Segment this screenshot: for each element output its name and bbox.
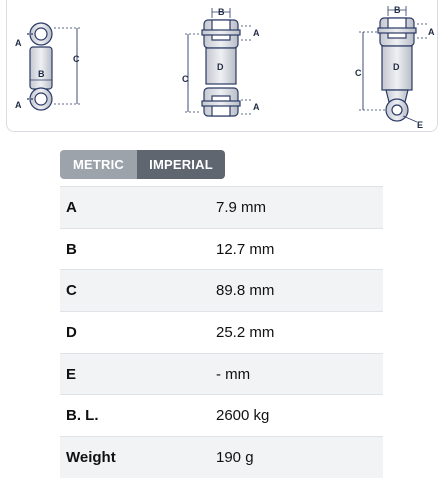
eye-eye-swivel-figure	[27, 23, 80, 110]
table-row	[60, 395, 383, 437]
table-row	[60, 353, 383, 395]
dim-label-a-eye: A	[428, 27, 435, 37]
dim-label-b-eye: B	[394, 5, 401, 15]
spec-label: C	[60, 270, 210, 312]
table-row	[60, 187, 383, 229]
spec-value: 12.7 mm	[210, 228, 383, 270]
dim-label-a-jaw-top: A	[253, 28, 260, 38]
spec-label: D	[60, 312, 210, 354]
dim-label-e-eye: E	[417, 120, 424, 130]
table-row	[60, 270, 383, 312]
imperial-button[interactable]: IMPERIAL	[137, 150, 225, 179]
spec-value: - mm	[210, 353, 383, 395]
dim-label-d-eye: D	[393, 62, 400, 72]
spec-label: B. L.	[60, 395, 210, 437]
dim-label-c: C	[73, 54, 80, 64]
dim-label-b: B	[38, 69, 45, 79]
spec-value: 7.9 mm	[210, 187, 383, 229]
specifications-table	[60, 186, 383, 478]
spec-value: 25.2 mm	[210, 312, 383, 354]
dim-label-d-jaw: D	[217, 62, 224, 72]
dim-label-c-eye: C	[355, 68, 362, 78]
spec-value: 190 g	[210, 437, 383, 479]
table-row	[60, 228, 383, 270]
dim-label-a-jaw-bottom: A	[253, 102, 260, 112]
units-toggle	[60, 150, 225, 179]
dim-label-a-bottom: A	[15, 100, 22, 110]
spec-value: 2600 kg	[210, 395, 383, 437]
dim-label-a-top: A	[15, 38, 22, 48]
dim-label-b-jaw: B	[218, 7, 225, 17]
swivel-diagram-card	[6, 0, 438, 132]
spec-label: A	[60, 187, 210, 229]
table-row	[60, 312, 383, 354]
table-row	[60, 437, 383, 479]
metric-button[interactable]: METRIC	[60, 150, 137, 179]
dim-label-c-jaw: C	[182, 74, 189, 84]
spec-label: E	[60, 353, 210, 395]
spec-label: Weight	[60, 437, 210, 479]
swivel-diagram	[7, 0, 437, 131]
spec-value: 89.8 mm	[210, 270, 383, 312]
spec-label: B	[60, 228, 210, 270]
